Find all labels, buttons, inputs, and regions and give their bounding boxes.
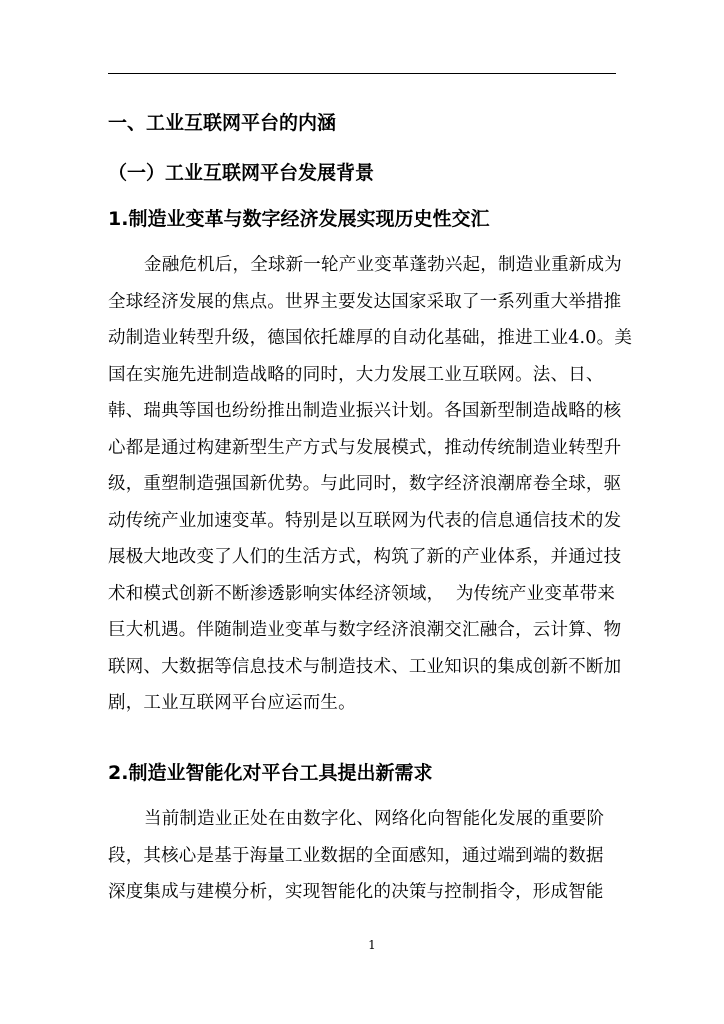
paragraph-line: 韩、瑞典等国也纷纷推出制造业振兴计划。各国新型制造战略的核	[108, 401, 622, 421]
heading-level-3-first: 1.制造业变革与数字经济发展实现历史性交汇	[108, 208, 490, 230]
paragraph-line: 全球经济发展的焦点。世界主要发达国家采取了一系列重大举措推	[108, 291, 622, 312]
paragraph-line: 段，其核心是基于海量工业数据的全面感知，通过端到端的数据	[108, 845, 604, 866]
paragraph-line: 深度集成与建模分析，实现智能化的决策与控制指令，形成智能	[108, 882, 604, 902]
paragraph-line: 展极大地改变了人们的生活方式，构筑了新的产业体系，并通过技	[108, 547, 622, 567]
heading-level-2: （一）工业互联网平台发展背景	[108, 162, 375, 184]
paragraph-line: 巨大机遇。伴随制造业变革与数字经济浪潮交汇融合，云计算、物	[108, 620, 622, 640]
paragraph-1	[108, 247, 633, 722]
paragraph-line: 剧，工业互联网平台应运而生。	[108, 693, 356, 713]
heading-level-1: 一、工业互联网平台的内涵	[108, 112, 337, 134]
paragraph-line: 国在实施先进制造战略的同时，大力发展工业互联网。法、日、	[108, 364, 604, 385]
paragraph-line: 心都是通过构建新型生产方式与发展模式，推动传统制造业转型升	[108, 437, 622, 458]
paragraph-line: 联网、大数据等信息技术与制造技术、工业知识的集成创新不断加	[108, 656, 622, 677]
heading-level-3-second: 2.制造业智能化对平台工具提出新需求	[108, 762, 433, 784]
page-number: 1	[368, 938, 376, 952]
header-rule	[108, 73, 616, 74]
paragraph-line: 术和模式创新不断渗透影响实体经济领域， 为传统产业变革带来	[108, 583, 616, 604]
paragraph-line: 动制造业转型升级，德国依托雄厚的自动化基础，推进工业4.0。美	[108, 328, 633, 348]
paragraph-line: 当前制造业正处在由数字化、网络化向智能化发展的重要阶	[144, 809, 605, 829]
paragraph-line: 动传统产业加速变革。特别是以互联网为代表的信息通信技术的发	[108, 510, 622, 531]
paragraph-line: 级，重塑制造强国新优势。与此同时，数字经济浪潮席卷全球，驱	[108, 474, 622, 494]
paragraph-line: 金融危机后，全球新一轮产业变革蓬勃兴起，制造业重新成为	[144, 255, 622, 275]
paragraph-2	[108, 801, 628, 911]
